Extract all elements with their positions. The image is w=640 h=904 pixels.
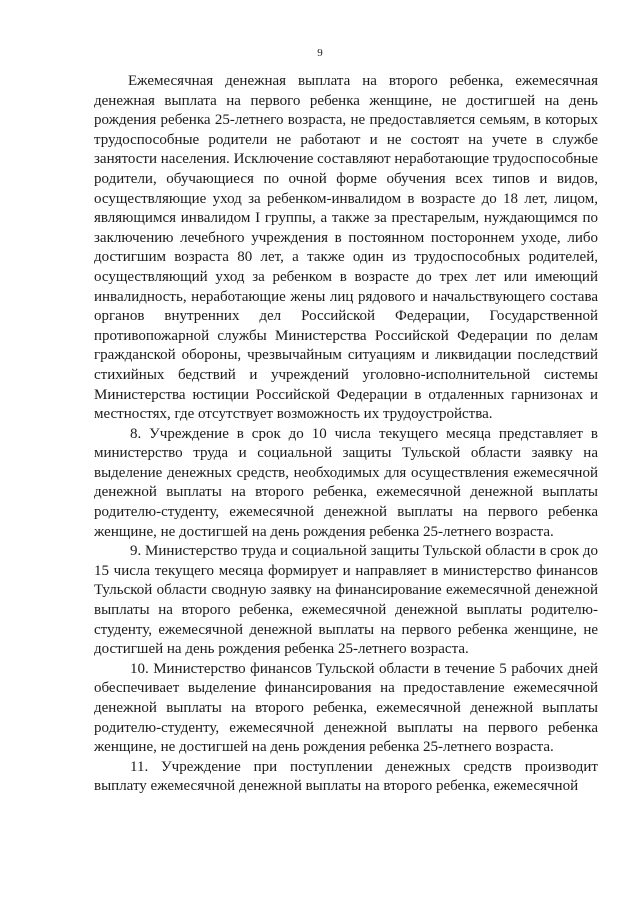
paragraph-item-9: 9. Министерство труда и социальной защиты Тульской области в срок до 15 числа текущего месяца формирует и направляет в министерство финансов Тульской области сводную заявку на финансирование ежемесячной денежной выплаты на второго ребенка, ежемесячной денежной выплаты родителю-студенту, ежемесячной денежной выплаты на первого ребенка женщине, не достигшей на день рождения ребенка 25-летнего возраста. — [94, 543, 598, 658]
paragraph-item-11: 11. Учреждение при поступлении денежных средств производит выплату ежемесячной денежной выплаты на второго ребенка, ежемесячной — [94, 758, 598, 795]
paragraph-item-8: 8. Учреждение в срок до 10 числа текущего месяца представляет в министерство труда и социальной защиты Тульской области заявку на выделение денежных средств, необходимых для осуществления ежемесячной денежной выплаты на второго ребенка, ежемесячной денежной выплаты родителю-студенту, ежемесячной денежной выплаты на первого ребенка женщине, не достигшей на день рождения ребенка 25-летнего возраста. — [94, 425, 598, 540]
paragraph-exclusions: Ежемесячная денежная выплата на второго ребенка, ежемесячная денежная выплата на первого ребенка женщине, не достигшей на день рождения ребенка 25-летнего возраста, не предоставляется семьям, в которых трудоспособные родители не работают и не состоят на учете в службе занятости населения. Исключение составляют неработающие трудоспособные родители, обучающиеся по очной форме обучения всех типов и видов, осуществляющие уход за ребенком-инвалидом в возрасте до 18 лет, лицом, являющимся инвалидом I группы, а также за престарелым, нуждающимся по заключению лечебного учреждения в постоянном постороннем уходе, либо достигшим возраста 80 лет, а также один из трудоспособных родителей, осуществляющий уход за ребенком в возрасте до трех лет или имеющий инвалидность, неработающие жены лиц рядового и начальствующего состава органов внутренних дел Российской Федерации, Государственной противопожарной службы Министерства Российской Федерации по делам гражданской обороны, чрезвычайным ситуациям и ликвидации последствий стихийных бедствий и учреждений уголовно-исполнительной системы Министерства юстиции Российской Федерации в отдаленных гарнизонах и местностях, где отсутствует возможность их трудоустройства. — [94, 73, 598, 423]
page-number: 9 — [317, 47, 323, 59]
paragraph-item-10: 10. Министерство финансов Тульской области в течение 5 рабочих дней обеспечивает выделение финансирования на предоставление ежемесячной денежной выплаты на второго ребенка, ежемесячной денежной выплаты родителю-студенту, ежемесячной денежной выплаты на первого ребенка женщине, не достигшей на день рождения ребенка 25-летнего возраста. — [94, 660, 598, 756]
document-body — [94, 72, 598, 797]
